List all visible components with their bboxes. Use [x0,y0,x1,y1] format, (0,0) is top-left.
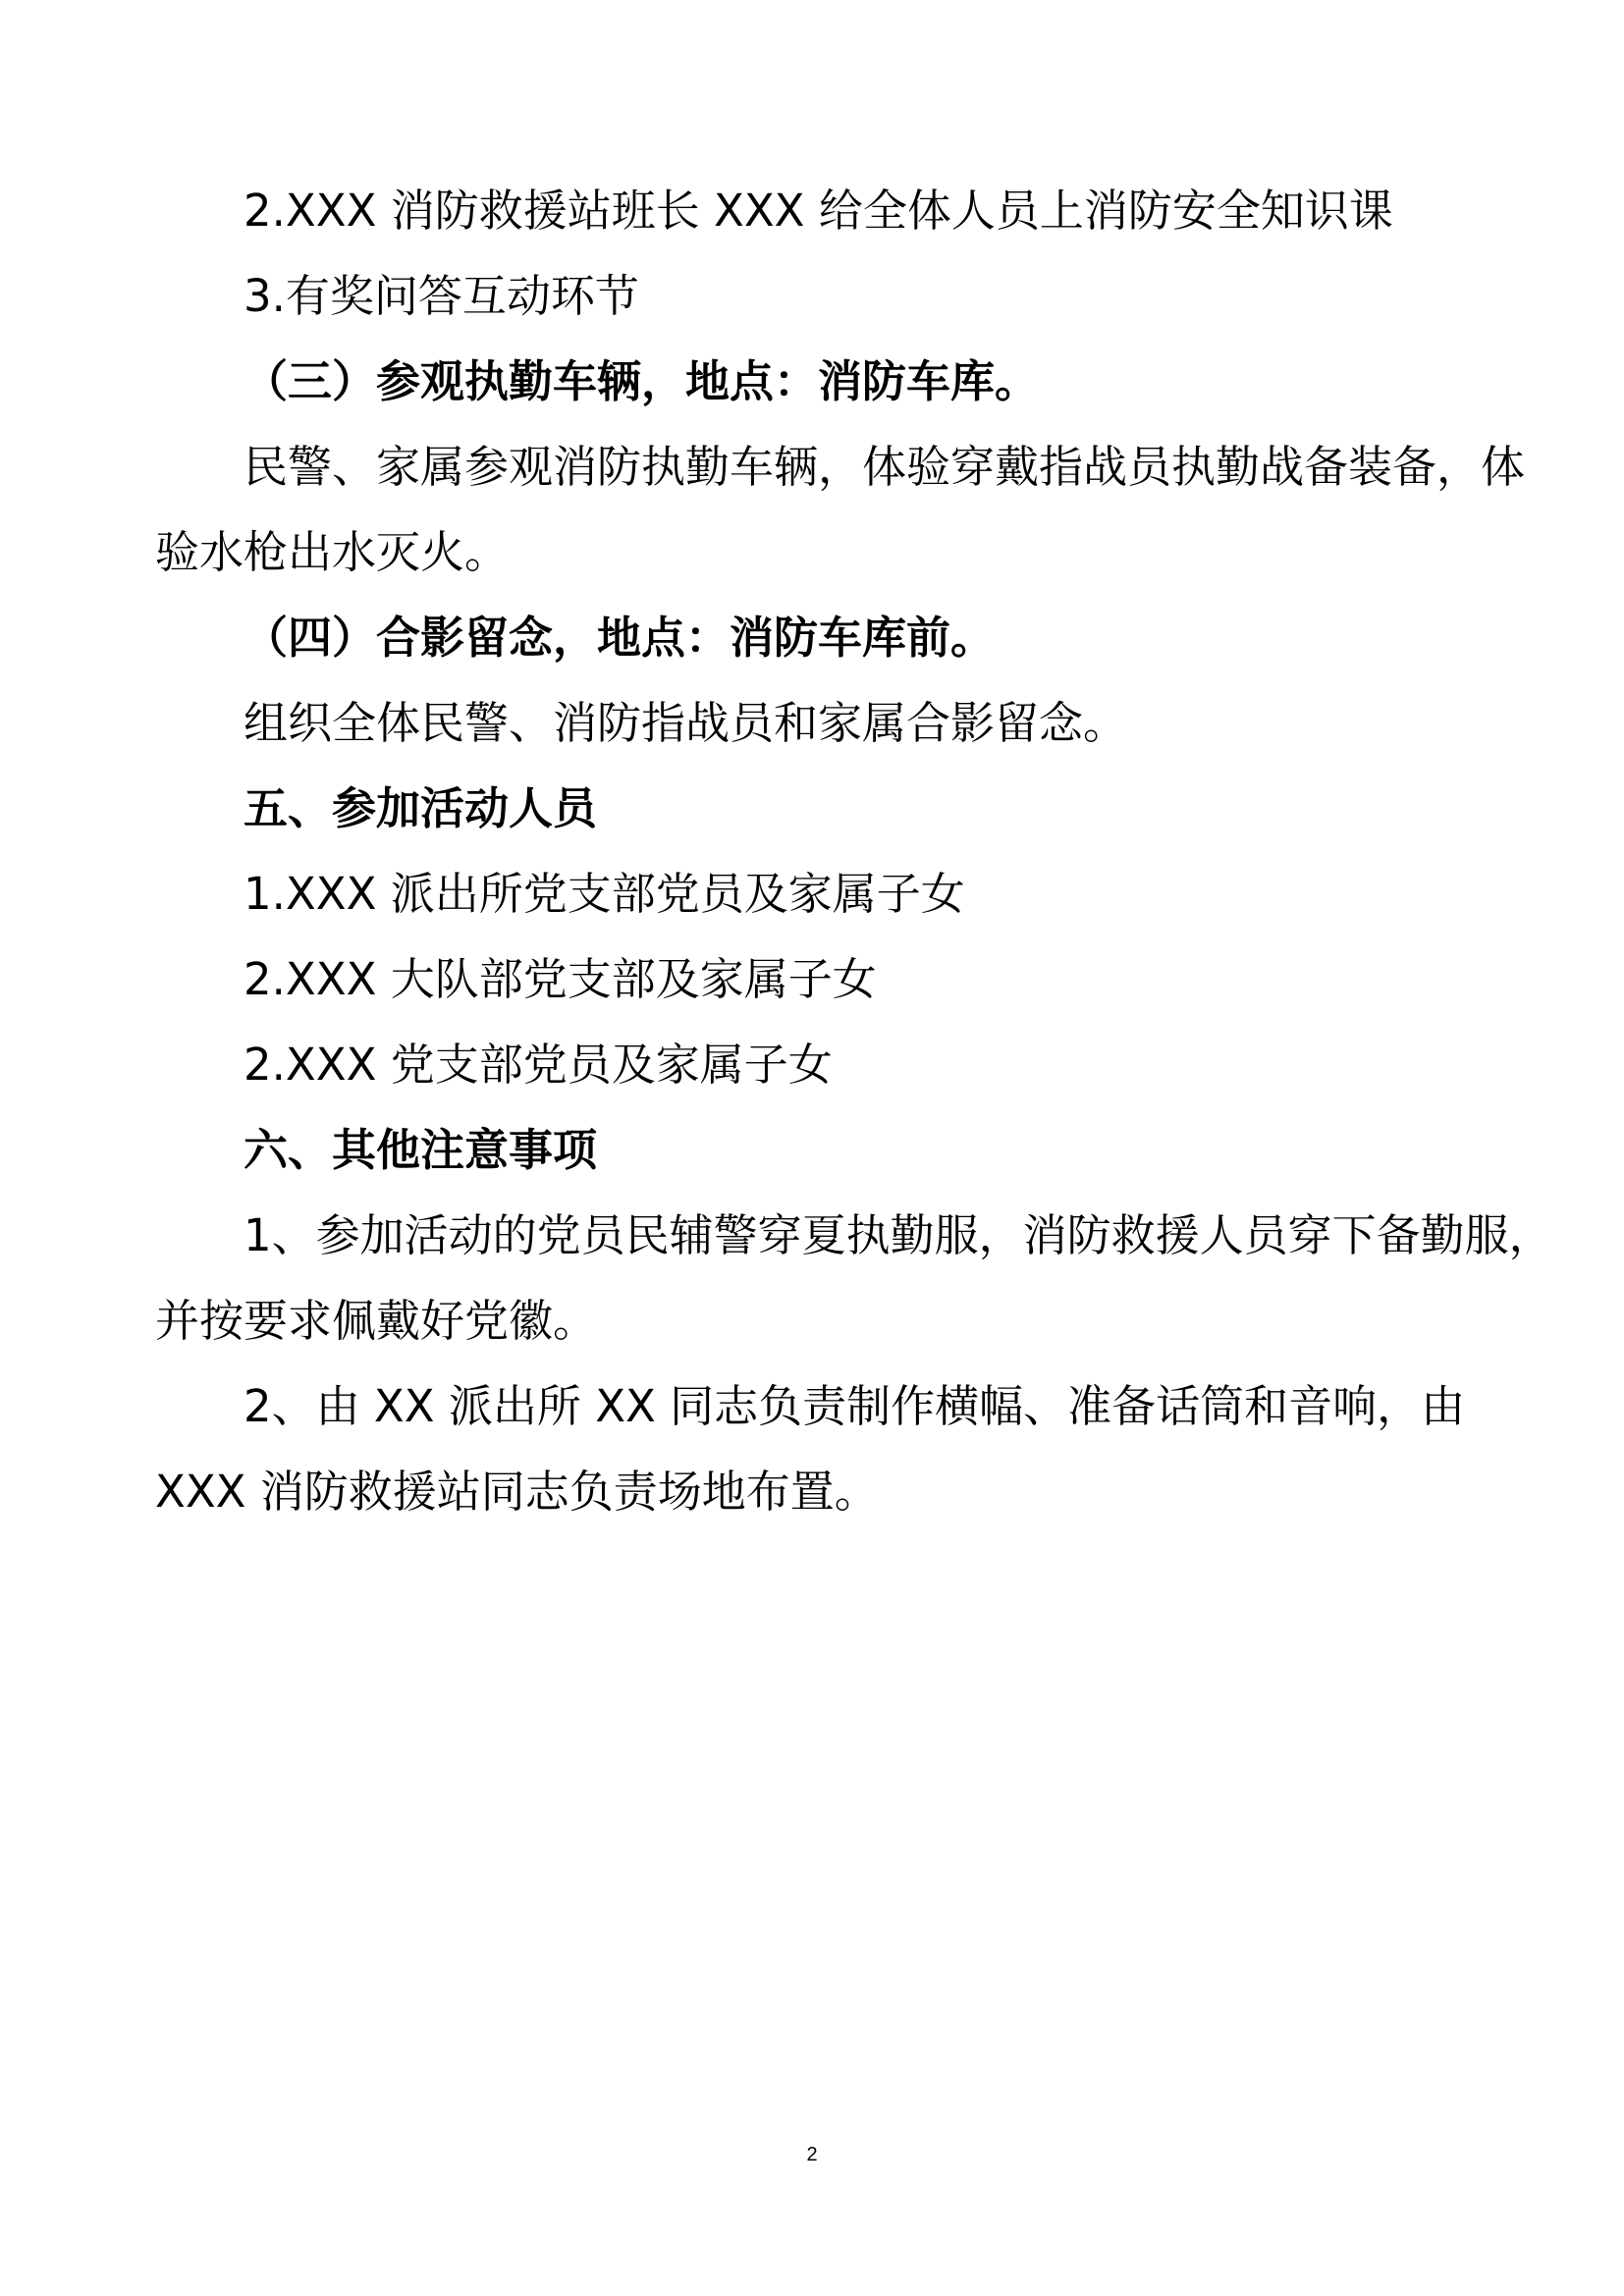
paragraph-group-photo: 组织全体民警、消防指战员和家属合影留念。 [244,697,1128,749]
paragraph-visit-vehicles-line-2: 验水枪出水灭火。 [155,526,510,578]
note-2-line-1: 2、由 XX 派出所 XX 同志负责制作横幅、准备话筒和音响，由 [244,1380,1466,1432]
note-1-line-2: 并按要求佩戴好党徽。 [155,1295,598,1347]
section-heading-participants: 五、参加活动人员 [244,782,598,834]
participant-item-2: 2.XXX 大队部党支部及家属子女 [244,953,877,1005]
note-1-line-1: 1、参加活动的党员民辅警穿夏执勤服，消防救援人员穿下备勤服， [244,1209,1553,1261]
item-fire-safety-class: 2.XXX 消防救援站班长 XXX 给全体人员上消防安全知识课 [244,185,1393,237]
note-2-line-2: XXX 消防救援站同志负责场地布置。 [155,1466,879,1518]
item-quiz-session: 3.有奖问答互动环节 [244,270,639,322]
section-heading-notes: 六、其他注意事项 [244,1124,598,1176]
subheading-group-photo: （四）合影留念，地点：消防车库前。 [244,612,996,664]
page-number: 2 [806,2144,818,2165]
paragraph-visit-vehicles-line-1: 民警、家属参观消防执勤车辆，体验穿戴指战员执勤战备装备，体 [244,441,1526,493]
participant-item-3: 2.XXX 党支部党员及家属子女 [244,1039,833,1091]
participant-item-1: 1.XXX 派出所党支部党员及家属子女 [244,868,965,920]
subheading-visit-vehicles: （三）参观执勤车辆，地点：消防车库。 [244,355,1040,407]
